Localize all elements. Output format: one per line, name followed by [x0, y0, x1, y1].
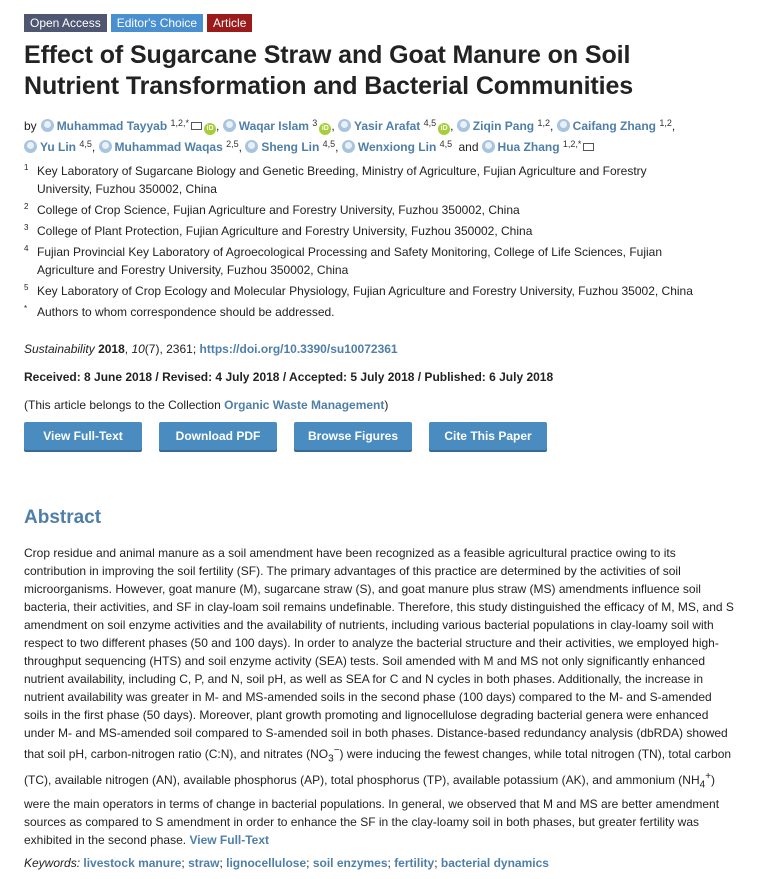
- article-title: [24, 40, 735, 102]
- affiliation-text: Authors to whom correspondence should be addressed.: [37, 305, 335, 319]
- author-entry: [245, 140, 335, 154]
- title-line-2: Nutrient Transformation and Bacterial Communities: [24, 72, 634, 100]
- keywords-label: Keywords:: [24, 855, 81, 870]
- citation-issue-pages: (7), 2361;: [144, 342, 200, 356]
- affiliation-item: [24, 282, 735, 300]
- affiliations: [24, 162, 735, 321]
- author-entry: [557, 119, 672, 133]
- keyword-link[interactable]: soil enzymes: [312, 855, 388, 870]
- citation-year: 2018: [98, 342, 125, 356]
- keyword-link[interactable]: livestock manure: [83, 855, 182, 870]
- nh4-subscript: 4: [699, 779, 706, 791]
- author-affiliation-sup: 3: [312, 118, 318, 128]
- collection-suffix: ): [384, 398, 389, 412]
- author-name-link[interactable]: Yasir Arafat: [353, 119, 421, 133]
- affiliation-item: [24, 201, 735, 219]
- author-affiliation-sup: 1,2: [537, 118, 550, 128]
- author-affiliation-sup: 1,2,*: [170, 118, 190, 128]
- journal-name: Sustainability: [24, 342, 95, 356]
- editors-choice-badge[interactable]: Editor's Choice: [111, 14, 203, 32]
- affiliation-text: Key Laboratory of Sugarcane Biology and Genetic Breeding, Ministry of Agriculture, Fujian Agriculture and Forestry University, Fuzhou 350002, China: [37, 164, 647, 196]
- author-name-link[interactable]: Caifang Zhang: [572, 119, 656, 133]
- affiliation-number: 4: [24, 244, 29, 253]
- publication-dates: Received: 8 June 2018 / Revised: 4 July 2018 / Accepted: 5 July 2018 / Published: 6 July 2018: [24, 370, 554, 384]
- download-pdf-button[interactable]: Download PDF: [159, 422, 277, 450]
- affiliation-text: College of Crop Science, Fujian Agriculture and Forestry University, Fuzhou 350002, China: [37, 203, 520, 217]
- collection-link[interactable]: Organic Waste Management: [224, 398, 385, 412]
- and-conjunction: and: [458, 140, 479, 154]
- author-name-link[interactable]: Muhammad Waqas: [114, 140, 223, 154]
- email-icon[interactable]: [583, 143, 594, 151]
- abstract-part-2: ) were inducing the fewest changes, while total nitrogen (TN), total carbon (TC), available nitrogen (AN), available phosphorus (AP), total phosphorus (TP), available potassium (AK), and ammonium (NH: [24, 747, 732, 788]
- author-profile-icon[interactable]: [24, 140, 37, 153]
- abstract-part-3: ) were the main operators in terms of change in bacterial populations. In general, we observed that M and MS are better amendment sources as compared to S amendment in order to enhance the SF in the clay-loamy soil in both phases, but greater fertility was exhibited in the second phase.: [24, 773, 720, 847]
- author-list: by Muhammad Tayyab $^{1,2,*}$iD , Waqar Islam $^3$iD , Yasir Arafat $^{4,5}$iD , Ziqin Pang $^{1,2}$, Caifang Zhang $^{1,2}$, Yu Lin $^{4,5}$, Muhammad Waqas $^{2,5}$, Sheng Lin $^{4,5}$, Wenxiong Lin $^{4,5}$ and Hua Zhang $^{1,2,*}$: [24, 118, 676, 154]
- keyword-link[interactable]: fertility: [394, 855, 435, 870]
- author-name-link[interactable]: Muhammad Tayyab: [56, 119, 168, 133]
- email-icon[interactable]: [191, 122, 202, 130]
- affiliation-number: 5: [24, 283, 29, 292]
- keyword-link[interactable]: straw: [188, 855, 220, 870]
- author-entry: [482, 140, 595, 154]
- no3-subscript: 3: [328, 753, 334, 765]
- affiliation-number: 2: [24, 202, 29, 211]
- keywords: Keywords: livestock manure; straw; lignocellulose; soil enzymes; fertility; bacterial dynamics: [24, 855, 549, 870]
- affiliation-number: *: [24, 304, 28, 313]
- orcid-icon[interactable]: iD: [204, 123, 216, 135]
- author-affiliation-sup: 1,2,*: [562, 139, 582, 149]
- author-entry: [338, 119, 450, 133]
- collection-note: [24, 397, 735, 413]
- browse-figures-button[interactable]: Browse Figures: [294, 422, 412, 450]
- author-profile-icon[interactable]: [338, 119, 351, 132]
- cite-this-paper-button[interactable]: Cite This Paper: [429, 422, 547, 450]
- author-profile-icon[interactable]: [342, 140, 355, 153]
- collection-prefix: (This article belongs to the Collection: [24, 398, 225, 412]
- orcid-icon[interactable]: iD: [438, 123, 450, 135]
- abstract-view-full-text-link[interactable]: View Full-Text: [189, 832, 270, 847]
- no3-superscript: −: [333, 745, 340, 756]
- author-affiliation-sup: 4,5: [439, 139, 453, 149]
- author-entry: [41, 119, 216, 133]
- abstract-text: [24, 544, 735, 849]
- abstract-heading: Abstract: [24, 507, 102, 528]
- author-profile-icon[interactable]: [557, 119, 570, 132]
- author-affiliation-sup: 4,5: [79, 139, 92, 149]
- author-affiliation-sup: 1,2: [659, 118, 672, 128]
- title-line-1: Effect of Sugarcane Straw and Goat Manure on Soil: [24, 41, 631, 69]
- author-name-link[interactable]: Sheng Lin: [261, 140, 320, 154]
- author-name-link[interactable]: Hua Zhang: [497, 140, 560, 154]
- open-access-badge[interactable]: Open Access: [24, 14, 107, 32]
- citation-volume: 10: [131, 342, 145, 356]
- author-name-link[interactable]: Waqar Islam: [238, 119, 309, 133]
- author-profile-icon[interactable]: [482, 140, 495, 153]
- article-type-badge: Article: [207, 14, 252, 32]
- author-entry: [223, 119, 332, 133]
- keyword-link[interactable]: bacterial dynamics: [440, 855, 549, 870]
- doi-link[interactable]: https://doi.org/10.3390/su10072361: [199, 342, 398, 356]
- author-entry: [24, 140, 92, 154]
- affiliation-item: [24, 162, 735, 198]
- affiliation-item: [24, 243, 735, 279]
- affiliation-text: Key Laboratory of Crop Ecology and Molecular Physiology, Fujian Agriculture and Forestry University, Fuzhou 35002, China: [37, 284, 693, 298]
- author-profile-icon[interactable]: [41, 119, 54, 132]
- author-affiliation-sup: 2,5: [226, 139, 239, 149]
- author-entry: [457, 119, 550, 133]
- author-affiliation-sup: 4,5: [322, 139, 336, 149]
- author-profile-icon[interactable]: [223, 119, 236, 132]
- view-full-text-button[interactable]: View Full-Text: [24, 422, 142, 450]
- by-label: by: [24, 119, 37, 133]
- nh4-superscript: +: [705, 771, 712, 783]
- author-profile-icon[interactable]: [245, 140, 258, 153]
- affiliation-number: 3: [24, 223, 29, 232]
- author-name-link[interactable]: Ziqin Pang: [472, 119, 535, 133]
- affiliation-text: Fujian Provincial Key Laboratory of Agroecological Processing and Safety Monitoring, College of Life Sciences, Fujian Agriculture and Forestry University, Fuzhou 350002, China: [37, 245, 663, 277]
- author-profile-icon[interactable]: [99, 140, 112, 153]
- author-profile-icon[interactable]: [457, 119, 470, 132]
- author-name-link[interactable]: Yu Lin: [40, 140, 76, 154]
- badge-row: [24, 14, 735, 32]
- citation: Sustainability 2018, 10(7), 2361; https://doi.org/10.3390/su10072361: [24, 342, 398, 356]
- author-affiliation-sup: 4,5: [423, 118, 437, 128]
- action-buttons: [24, 422, 735, 450]
- affiliation-item: [24, 222, 735, 240]
- orcid-icon[interactable]: iD: [319, 123, 331, 135]
- affiliation-text: College of Plant Protection, Fujian Agriculture and Forestry University, Fuzhou 350002, China: [37, 224, 533, 238]
- affiliation-number: 1: [24, 163, 29, 172]
- author-entry: [99, 140, 239, 154]
- keyword-link[interactable]: lignocellulose: [226, 855, 307, 870]
- author-name-link[interactable]: Wenxiong Lin: [357, 140, 437, 154]
- affiliation-item: [24, 303, 735, 321]
- author-entry: [342, 140, 452, 154]
- abstract-part-1: Crop residue and animal manure as a soil amendment have been recognized as a feasible agricultural practice owing to its contribution in improving the soil fertility (SF). The primary advantages of this practice are determined by the activities of soil microorganisms. However, goat manure (M), sugarcane straw (S), and goat manure plus straw (MS) amendments influence soil bacteria, their activities, and SF in clay-loam soil remains undefinable. Therefore, this study distinguished the efficacy of M, MS, and S amendment on soil enzyme activities and the availability of nutrients, including various bacterial populations in clay-loamy soil with respect to two different phases (50 and 100 days). In order to analyze the bacterial structure and their activities, we employed high-throughput sequencing (HTS) and soil enzyme activity (SEA) tests. Soil amended with M and MS not only significantly enhanced nutrient availability, including C, P, and N, soil pH, as well as SEA for C and N cycles in both phases. Additionally, the increase in nutrient availability was greater in M- and MS-amended soils in the second phase (100 days) compared to the M- and S-amended soils in the first phase (50 days). Moreover, plant growth promoting and lignocellulose degrading bacterial genera were enhanced under M- and MS-amended soil compared to S-amended soil in both phases. Distance-based redundancy analysis (dbRDA) showed that soil pH, carbon-nitrogen ratio (C:N), and nitrates (NO: [24, 546, 734, 761]
